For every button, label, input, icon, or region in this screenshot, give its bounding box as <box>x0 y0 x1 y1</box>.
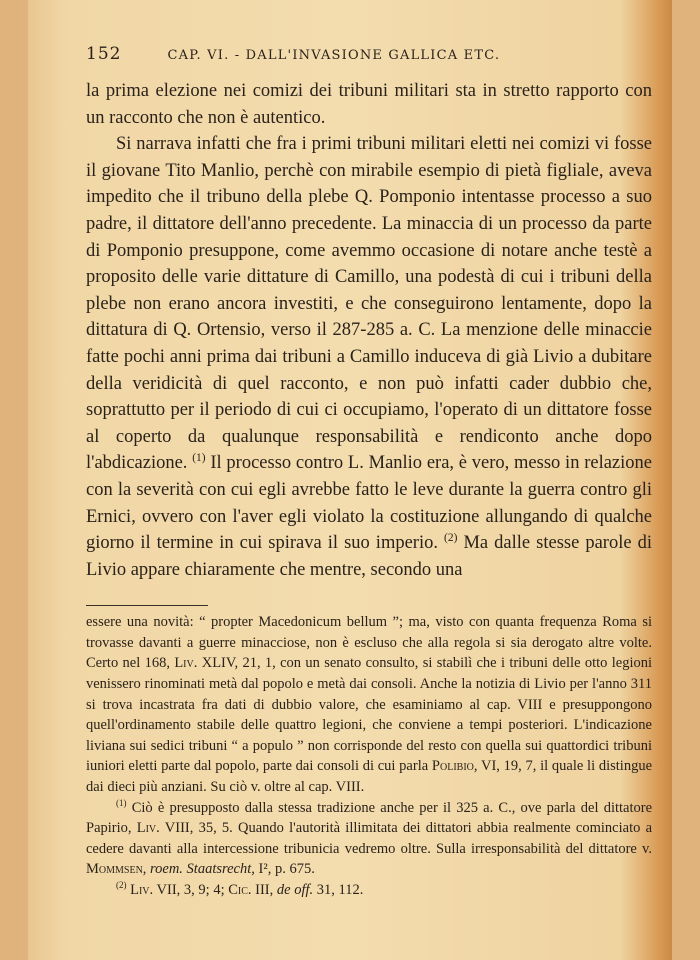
text-run: XLIV, 21, 1, con un senato consulto, si stabilì che i tribuni delle otto legioni venissero rinominati metà dal popolo e metà dai consoli. Anche la notizia di Livio per l'anno 311 si trova incastrata fra dati di dubbio valore, che esaminiamo al cap. VIII e presuppongono quell'ordinamento stabile delle quattro legioni, che conviene a tempi posteriori. L'indicazione liviana sui sedici tribuni “ a populo ” non corrisponde del resto con quella sui quattordici tribuni iuniori eletti parte dal popolo, parte dai consoli di cui parla <box>86 655 653 775</box>
footnote-ref: (2) <box>444 531 458 544</box>
text-run: VII, 3, 9; 4; <box>156 882 225 898</box>
text-run: VI, 19, 7, il quale li distingue dai dieci più anziani. Su ciò v. oltre al cap. VIII. <box>86 758 653 796</box>
page-header <box>86 44 652 66</box>
page-content <box>86 44 652 901</box>
text-run: III, <box>255 882 274 898</box>
text-run: VIII, 35, 5. Quando l'autorità illimitata dei dittatori abbia realmente cominciato a cedere davanti alla intercessione tribunicia vedremo oltre. Sulla irresponsabilità del dittatore v. <box>86 820 653 857</box>
text-run: Il processo contro L. Manlio era, è vero, messo in relazione con la severità con cui egli avrebbe fatto le leve durante la guerra contro gli Ernici, ovvero con l'aver egli violato la costituzione allungando di qualche giorno il termine in cui spirava il suo imperio. <box>86 453 652 554</box>
text-run: Si narrava infatti che fra i primi tribuni militari eletti nei comizi vi fosse il giovane Tito Manlio, perchè con mirabile esempio di pietà figliale, aveva impedito che il tribuno della plebe Q. Pomponio intentasse processo a suo padre, il dittatore dell'anno precedente. La minaccia di un processo da parte di Pomponio presuppone, come avemmo occasione di notare anche testè a proposito delle varie dittature di Camillo, una podestà di cui i tribuni della plebe non erano ancora investiti, e che conseguirono lentamente, dopo la dittatura di Q. Ortensio, verso il 287-285 a. C. La menzione delle minaccie fatte pochi anni prima dai tribuni a Camillo induceva di già Livio a dubitare della veridicità di quel racconto, e non può infatti cader dubbio che, soprattutto per il periodo di cui ci occupiamo, l'operato di un dittatore fosse al coperto da qualunque responsabilità e rendiconto anche dopo l'abdicazione. <box>86 134 652 474</box>
text-run: Ma dalle stesse parole di Livio appare chiaramente che mentre, secondo una <box>86 533 653 580</box>
footnotes <box>86 612 652 900</box>
author-abbrev: Liv. <box>130 882 154 898</box>
author-name: Polibio, <box>431 758 478 775</box>
text-run: I², p. 675. <box>258 861 315 878</box>
footnote-1 <box>86 798 652 880</box>
footnote-2 <box>86 880 652 901</box>
footnote-ref: (1) <box>192 452 206 465</box>
text-run: essere una novità: “ propter Macedonicum bellum ”; ma, visto con quanta frequenza Roma si trovasse davanti a guerre minacciose, non è escluso che alla regola si sia derogato altre volte. Certo nel 168, <box>86 614 652 672</box>
main-text <box>86 78 652 583</box>
running-head: CAP. VI. - DALL'INVASIONE GALLICA ETC. <box>167 48 501 63</box>
footnote-mark: (2) <box>116 880 127 891</box>
book-page <box>28 0 672 960</box>
footnote-separator <box>86 605 208 606</box>
author-abbrev: Liv. <box>174 655 198 672</box>
paragraph <box>86 131 652 583</box>
author-abbrev: Cic. <box>228 882 252 898</box>
footnote-continuation <box>86 612 652 797</box>
text-run: Ciò è presupposto dalla stessa tradizione anche per il 325 a. C., ove parla del dittatore Papirio, <box>86 799 653 837</box>
paragraph: la prima elezione nei comizi dei tribuni militari sta in stretto rapporto con un racconto che non è autentico. <box>86 81 652 128</box>
author-abbrev: Liv. <box>136 820 160 837</box>
text-run: 31, 112. <box>316 882 364 898</box>
author-name: Mommsen, <box>86 861 147 878</box>
page-number: 152 <box>86 44 122 64</box>
work-title: de off. <box>276 882 314 898</box>
footnote-mark: (1) <box>116 797 127 808</box>
work-title: roem. Staatsrecht, <box>150 861 255 878</box>
